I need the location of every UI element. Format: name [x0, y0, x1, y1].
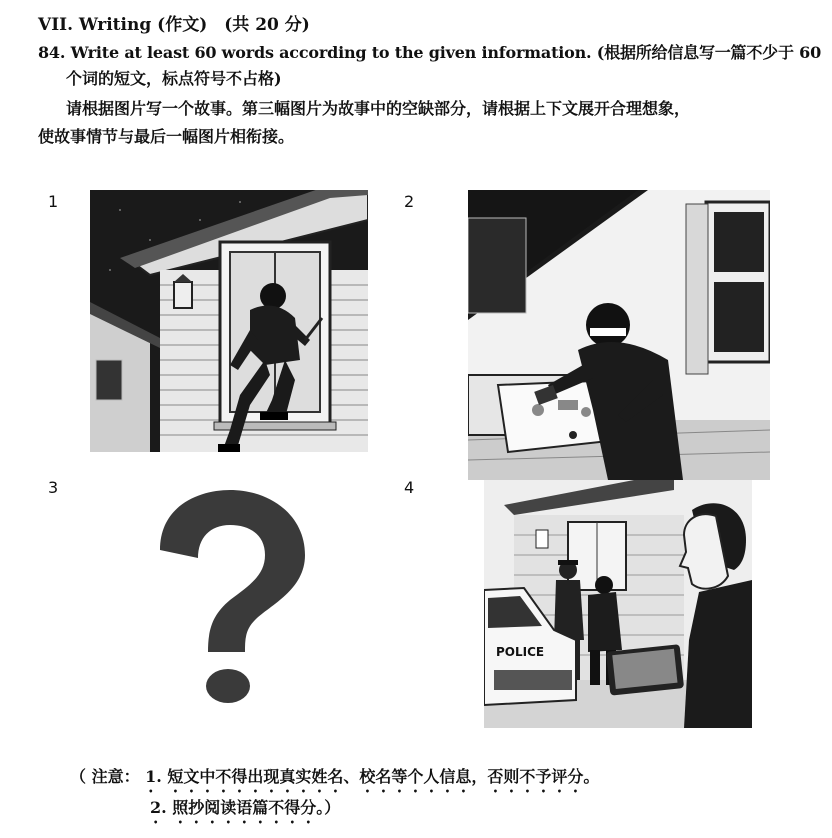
question-text-1: Write at least 60 words according to the given information. (根据所给信息写一篇不少于 60: [70, 43, 821, 62]
question-line-3: 请根据图片写一个故事。第三幅图片为故事中的空缺部分，请根据上下文展开合理想象，: [66, 99, 691, 118]
note-line-1: [70, 764, 599, 796]
panel-label-3: 3: [48, 478, 59, 497]
police-car-label: POLICE: [496, 645, 545, 659]
question-number: 84.: [38, 43, 66, 62]
question-line-1: [38, 40, 821, 63]
note-prefix: （ 注意：: [70, 767, 140, 786]
panel-4-police-arrest-image: [484, 480, 752, 728]
question-line-2: 个词的短文，标点符号不占格): [66, 69, 282, 88]
panel-label-4: 4: [404, 478, 415, 497]
note-line-2: 2. 照抄阅读语篇不得分。）: [150, 798, 341, 817]
question-line-4: 使故事情节与最后一幅图片相衔接。: [38, 127, 295, 146]
panel-1-burglar-climbing-image: [90, 190, 368, 452]
note-1-text: 1. 短文中不得出现真实姓名、校名等个人信息，否则不予评分。: [145, 767, 600, 786]
panel-3-question-mark-image: [150, 490, 310, 705]
panel-label-1: 1: [48, 192, 59, 211]
panel-label-2: 2: [404, 192, 415, 211]
panel-2-burglar-drawer-image: [468, 190, 770, 480]
section-title: VII. Writing (作文) (共 20 分): [38, 15, 310, 35]
